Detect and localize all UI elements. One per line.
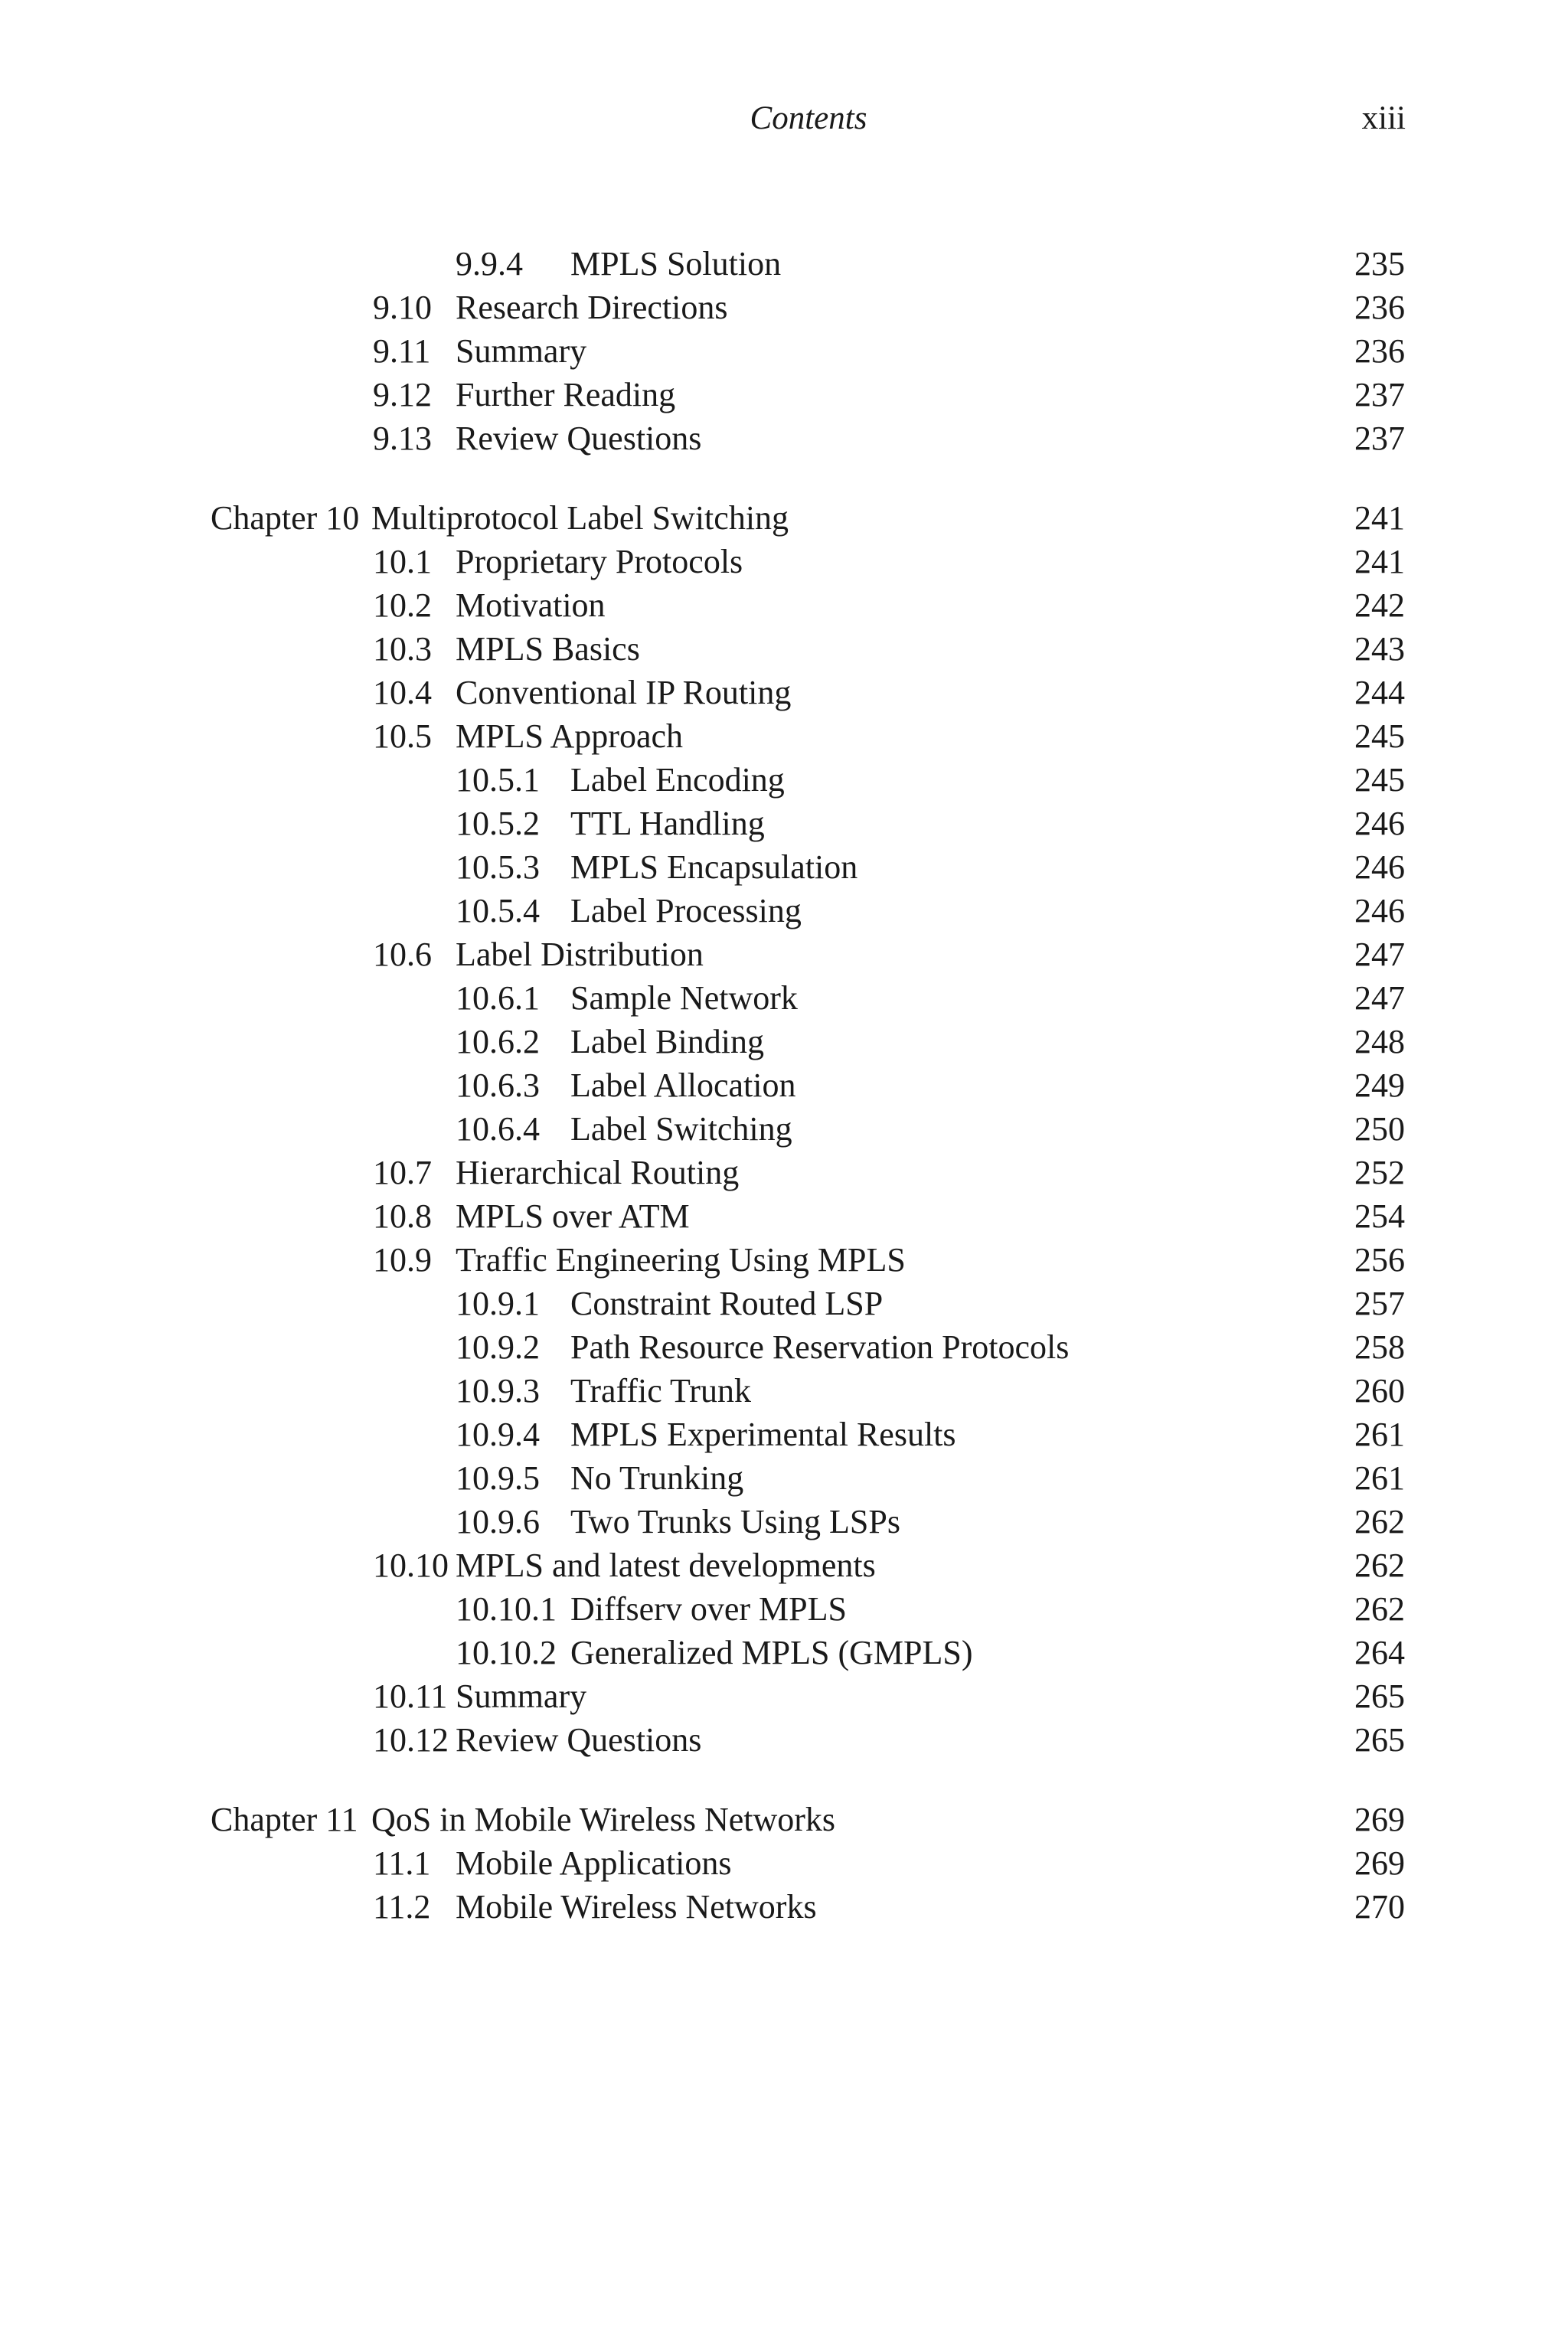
toc-entry-title: Label Switching bbox=[570, 1110, 792, 1148]
toc-entry-number: 10.6.3 bbox=[456, 1067, 540, 1104]
toc-entry-page: 246 bbox=[1354, 805, 1405, 842]
toc-entry-number: 10.5.4 bbox=[456, 892, 540, 929]
toc-entry-number: 11.1 bbox=[373, 1844, 431, 1882]
toc-entry-page: 265 bbox=[1354, 1721, 1405, 1759]
toc-entry-page: 265 bbox=[1354, 1677, 1405, 1715]
toc-entry bbox=[0, 627, 1568, 671]
toc-entry-page: 241 bbox=[1354, 499, 1405, 537]
toc-entry-page: 252 bbox=[1354, 1154, 1405, 1191]
toc-entry-number: 10.5 bbox=[373, 717, 432, 755]
toc-entry-number: 10.8 bbox=[373, 1197, 432, 1235]
toc-entry-page: 237 bbox=[1354, 376, 1405, 413]
toc-entry bbox=[0, 1063, 1568, 1107]
toc-entry bbox=[0, 1544, 1568, 1587]
toc-entry-page: 247 bbox=[1354, 936, 1405, 973]
toc-entry-number: 10.12 bbox=[373, 1721, 449, 1759]
toc-entry-page: 247 bbox=[1354, 979, 1405, 1017]
toc-entry-page: 256 bbox=[1354, 1241, 1405, 1279]
toc-entry-number: 11.2 bbox=[373, 1888, 431, 1926]
toc-entry-title: Hierarchical Routing bbox=[456, 1154, 740, 1191]
toc-entry-title: MPLS over ATM bbox=[456, 1197, 690, 1235]
toc-entry bbox=[0, 889, 1568, 933]
toc-entry-title: Label Distribution bbox=[456, 936, 704, 973]
toc-entry-page: 262 bbox=[1354, 1503, 1405, 1540]
toc-entry-page: 261 bbox=[1354, 1459, 1405, 1497]
toc-entry-page: 248 bbox=[1354, 1023, 1405, 1060]
toc-entry-page: 264 bbox=[1354, 1634, 1405, 1671]
toc-entry-page: 242 bbox=[1354, 586, 1405, 624]
toc-entry bbox=[0, 1020, 1568, 1063]
toc-entry-page: 245 bbox=[1354, 761, 1405, 799]
toc-entry-page: 237 bbox=[1354, 420, 1405, 457]
toc-entry-page: 258 bbox=[1354, 1328, 1405, 1366]
toc-entry-title: QoS in Mobile Wireless Networks bbox=[371, 1801, 836, 1838]
toc-entry-title: Label Allocation bbox=[570, 1067, 796, 1104]
toc-entry-title: MPLS Solution bbox=[570, 245, 782, 283]
toc-entry-title: Proprietary Protocols bbox=[456, 543, 743, 580]
toc-entry bbox=[0, 1587, 1568, 1631]
toc-entry-number: 9.12 bbox=[373, 376, 432, 413]
header-page-number: xiii bbox=[1361, 100, 1406, 136]
toc-entry-page: 262 bbox=[1354, 1590, 1405, 1628]
toc-entry-title: Summary bbox=[456, 1677, 587, 1715]
toc-entry bbox=[0, 758, 1568, 802]
toc-entry bbox=[0, 845, 1568, 889]
toc-entry-number: 10.9.4 bbox=[456, 1416, 540, 1453]
toc-entry bbox=[0, 1456, 1568, 1500]
toc-entry-number: 10.7 bbox=[373, 1154, 432, 1191]
toc-entry-number: 10.4 bbox=[373, 674, 432, 711]
toc-entry-title: Label Encoding bbox=[570, 761, 785, 799]
toc-entry-title: Summary bbox=[456, 332, 587, 370]
toc-entry bbox=[0, 329, 1568, 373]
toc-entry-page: 241 bbox=[1354, 543, 1405, 580]
toc-entry-number: 10.5.3 bbox=[456, 848, 540, 886]
toc-entry bbox=[0, 976, 1568, 1020]
toc-entry-title: Conventional IP Routing bbox=[456, 674, 792, 711]
toc-entry bbox=[0, 540, 1568, 583]
toc-entry-page: 235 bbox=[1354, 245, 1405, 283]
toc-entry-number: 10.10 bbox=[373, 1547, 449, 1584]
toc-entry-page: 246 bbox=[1354, 848, 1405, 886]
toc-entry-number: 10.6.2 bbox=[456, 1023, 540, 1060]
toc-entry bbox=[0, 242, 1568, 286]
toc-entry bbox=[0, 1151, 1568, 1194]
toc-entry-title: Diffserv over MPLS bbox=[570, 1590, 847, 1628]
toc-entry bbox=[0, 1238, 1568, 1282]
running-header bbox=[0, 100, 1568, 145]
toc-entry bbox=[0, 1282, 1568, 1325]
toc-entry-number: Chapter 10 bbox=[211, 499, 360, 537]
toc-entry-number: 10.9.3 bbox=[456, 1372, 540, 1410]
toc-entry-number: 10.6 bbox=[373, 936, 432, 973]
toc-entry bbox=[0, 1885, 1568, 1929]
toc-entry-page: 269 bbox=[1354, 1801, 1405, 1838]
toc-entry-number: 10.9.6 bbox=[456, 1503, 540, 1540]
toc-entry-title: Research Directions bbox=[456, 289, 728, 326]
toc-entry-title: Motivation bbox=[456, 586, 606, 624]
toc-entry-title: Constraint Routed LSP bbox=[570, 1285, 884, 1322]
toc-entry-title: MPLS Approach bbox=[456, 717, 683, 755]
toc-entry bbox=[0, 1325, 1568, 1369]
toc-entry-number: 10.6.4 bbox=[456, 1110, 540, 1148]
toc-chapter-entry bbox=[0, 1798, 1568, 1841]
toc-entry-number: 10.5.1 bbox=[456, 761, 540, 799]
toc-entry-number: Chapter 11 bbox=[211, 1801, 358, 1838]
toc-entry-title: Sample Network bbox=[570, 979, 798, 1017]
toc-entry-title: Label Processing bbox=[570, 892, 802, 929]
toc-entry-number: 10.10.2 bbox=[456, 1634, 557, 1671]
toc-entry-title: No Trunking bbox=[570, 1459, 744, 1497]
toc-entry-number: 10.9 bbox=[373, 1241, 432, 1279]
toc-chapter-entry bbox=[0, 496, 1568, 540]
toc-entry bbox=[0, 583, 1568, 627]
toc-entry-title: MPLS Experimental Results bbox=[570, 1416, 956, 1453]
toc-entry-page: 260 bbox=[1354, 1372, 1405, 1410]
toc-entry-title: Further Reading bbox=[456, 376, 676, 413]
toc-entry-title: Traffic Trunk bbox=[570, 1372, 751, 1410]
toc-entry bbox=[0, 1718, 1568, 1762]
toc-entry-page: 243 bbox=[1354, 630, 1405, 668]
toc-entry-page: 270 bbox=[1354, 1888, 1405, 1926]
toc-entry bbox=[0, 802, 1568, 845]
toc-entry-title: Label Binding bbox=[570, 1023, 764, 1060]
toc-entry-number: 10.9.1 bbox=[456, 1285, 540, 1322]
toc-entry-page: 250 bbox=[1354, 1110, 1405, 1148]
toc-entry-title: Generalized MPLS (GMPLS) bbox=[570, 1634, 973, 1671]
toc-entry-page: 245 bbox=[1354, 717, 1405, 755]
toc-entry-number: 10.9.2 bbox=[456, 1328, 540, 1366]
toc-entry-number: 10.1 bbox=[373, 543, 432, 580]
toc-entry bbox=[0, 1674, 1568, 1718]
toc-entry bbox=[0, 933, 1568, 976]
toc-entry-title: TTL Handling bbox=[570, 805, 765, 842]
toc-entry bbox=[0, 1500, 1568, 1544]
toc-entry bbox=[0, 671, 1568, 714]
toc-entry-page: 244 bbox=[1354, 674, 1405, 711]
toc-entry bbox=[0, 1107, 1568, 1151]
toc-entry bbox=[0, 1413, 1568, 1456]
toc-entry-number: 10.2 bbox=[373, 586, 432, 624]
toc-entry-number: 10.3 bbox=[373, 630, 432, 668]
toc-entry-number: 10.5.2 bbox=[456, 805, 540, 842]
toc-entry-title: Path Resource Reservation Protocols bbox=[570, 1328, 1070, 1366]
toc-entry-number: 9.10 bbox=[373, 289, 432, 326]
toc-entry-number: 9.13 bbox=[373, 420, 432, 457]
toc-entry-number: 9.9.4 bbox=[456, 245, 523, 283]
toc-entry-page: 254 bbox=[1354, 1197, 1405, 1235]
toc-entry-page: 261 bbox=[1354, 1416, 1405, 1453]
table-of-contents bbox=[0, 242, 1568, 1929]
toc-entry bbox=[0, 1369, 1568, 1413]
toc-entry-page: 262 bbox=[1354, 1547, 1405, 1584]
toc-entry-title: Review Questions bbox=[456, 1721, 702, 1759]
toc-entry-number: 10.9.5 bbox=[456, 1459, 540, 1497]
toc-entry-title: Two Trunks Using LSPs bbox=[570, 1503, 900, 1540]
toc-entry bbox=[0, 373, 1568, 416]
header-title: Contents bbox=[750, 100, 867, 136]
toc-entry-title: Multiprotocol Label Switching bbox=[371, 499, 789, 537]
toc-entry-title: Mobile Wireless Networks bbox=[456, 1888, 817, 1926]
toc-entry bbox=[0, 714, 1568, 758]
toc-entry-page: 236 bbox=[1354, 289, 1405, 326]
toc-entry-title: MPLS Basics bbox=[456, 630, 640, 668]
toc-entry-number: 10.11 bbox=[373, 1677, 448, 1715]
toc-entry-title: Traffic Engineering Using MPLS bbox=[456, 1241, 906, 1279]
toc-entry bbox=[0, 1194, 1568, 1238]
toc-entry bbox=[0, 1841, 1568, 1885]
toc-entry bbox=[0, 286, 1568, 329]
toc-entry-page: 269 bbox=[1354, 1844, 1405, 1882]
toc-entry-title: Mobile Applications bbox=[456, 1844, 732, 1882]
toc-entry-page: 257 bbox=[1354, 1285, 1405, 1322]
toc-entry-title: Review Questions bbox=[456, 420, 702, 457]
toc-entry bbox=[0, 1631, 1568, 1674]
toc-entry-page: 249 bbox=[1354, 1067, 1405, 1104]
toc-entry-number: 9.11 bbox=[373, 332, 431, 370]
toc-entry-number: 10.6.1 bbox=[456, 979, 540, 1017]
toc-entry-number: 10.10.1 bbox=[456, 1590, 557, 1628]
toc-entry-title: MPLS Encapsulation bbox=[570, 848, 858, 886]
toc-entry-page: 246 bbox=[1354, 892, 1405, 929]
toc-entry bbox=[0, 416, 1568, 460]
toc-entry-page: 236 bbox=[1354, 332, 1405, 370]
toc-entry-title: MPLS and latest developments bbox=[456, 1547, 876, 1584]
